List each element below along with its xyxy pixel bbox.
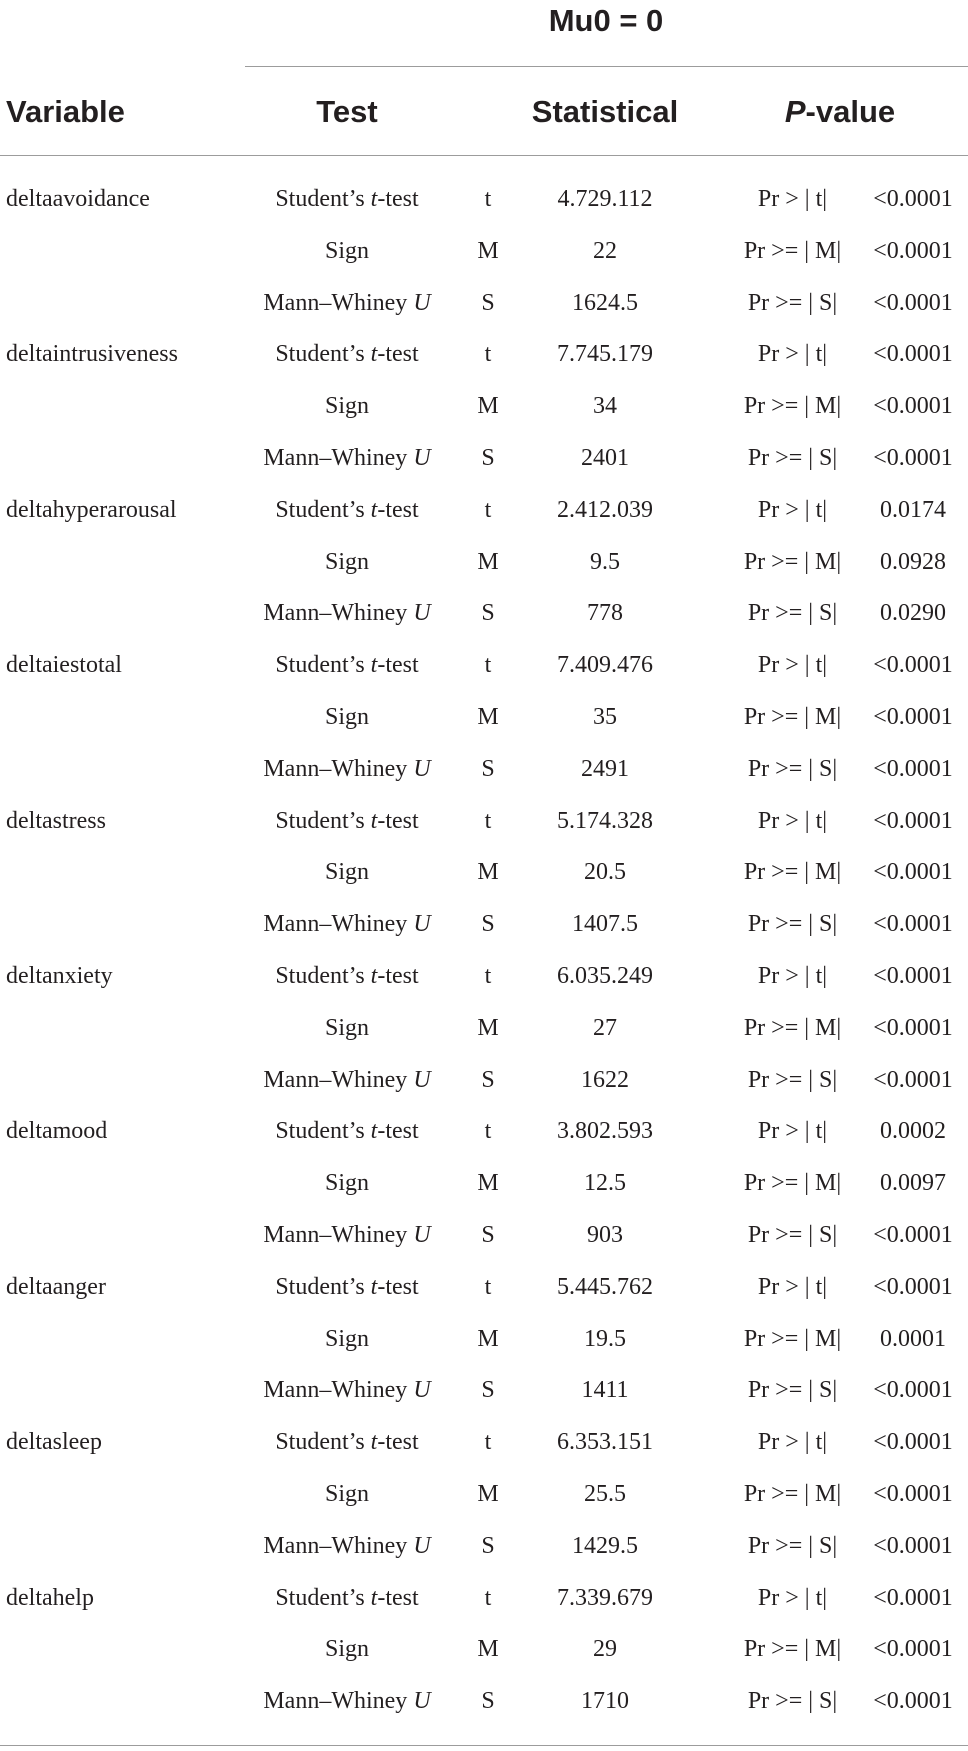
test-name: Mann–Whiney (263, 289, 414, 316)
test-name-italic: t (370, 1273, 378, 1300)
p-condition-cell: Pr >= | M| (743, 237, 842, 264)
test-cell (232, 433, 462, 485)
statistic-value-cell: 1407.5 (572, 911, 638, 938)
test-name: Mann–Whiney (263, 1688, 414, 1715)
test-cell (232, 329, 462, 381)
p-condition-cell: Pr >= | M| (743, 1325, 842, 1352)
test-name-suffix: -test (377, 1584, 419, 1611)
p-condition-cell: Pr >= | M| (743, 1014, 842, 1041)
variable-cell: deltahelp (6, 1584, 94, 1611)
test-cell (232, 692, 462, 744)
symbol-cell: t (484, 341, 492, 368)
table-row (0, 433, 968, 485)
table-row (0, 951, 968, 1003)
statistic-value-cell: 1622 (581, 1066, 629, 1093)
table-row (0, 1003, 968, 1055)
test-name-italic: U (413, 755, 431, 782)
statistic-value-cell: 22 (593, 237, 617, 264)
table-row (0, 1314, 968, 1366)
test-name-suffix: -test (377, 1429, 419, 1456)
symbol-cell: S (481, 1532, 495, 1559)
statistic-value-cell: 3.802.593 (557, 1118, 653, 1145)
header-statistical: Statistical (531, 94, 679, 129)
p-condition-cell: Pr > | t| (757, 1118, 828, 1145)
symbol-cell: S (481, 1688, 495, 1715)
test-name: Sign (324, 1014, 369, 1041)
p-condition-cell: Pr > | t| (757, 341, 828, 368)
spanner-rule (245, 66, 968, 67)
p-value-cell: <0.0001 (873, 807, 953, 834)
statistic-value-cell: 25.5 (584, 1480, 626, 1507)
p-value-cell: 0.0174 (880, 496, 946, 523)
variable-cell: deltaiestotal (6, 652, 122, 679)
test-name-italic: U (413, 1066, 431, 1093)
p-value-cell: <0.0001 (873, 237, 953, 264)
test-name: Student’s (275, 1273, 371, 1300)
statistic-value-cell: 778 (587, 600, 623, 627)
statistic-value-cell: 7.409.476 (557, 652, 653, 679)
table-row (0, 1521, 968, 1573)
p-condition-cell: Pr > | t| (757, 1584, 828, 1611)
p-value-cell: <0.0001 (873, 652, 953, 679)
header-p-value-italic: P (784, 94, 806, 129)
test-cell (232, 1055, 462, 1107)
table-row (0, 847, 968, 899)
test-cell (232, 1676, 462, 1728)
test-cell (232, 174, 462, 226)
p-condition-cell: Pr >= | S| (747, 289, 838, 316)
test-name: Student’s (275, 186, 371, 212)
p-value-cell: <0.0001 (873, 1014, 953, 1041)
table-row (0, 744, 968, 796)
statistic-value-cell: 6.035.249 (557, 962, 653, 989)
test-name-suffix: -test (377, 496, 419, 523)
test-cell (232, 278, 462, 330)
test-name-suffix: -test (377, 1273, 419, 1300)
test-cell (232, 1003, 462, 1055)
table-row (0, 1624, 968, 1676)
p-value-cell: <0.0001 (873, 1377, 953, 1404)
test-cell (232, 1417, 462, 1469)
test-name: Mann–Whiney (263, 444, 414, 471)
test-name: Sign (324, 1325, 369, 1352)
p-value-cell: 0.0290 (880, 600, 946, 627)
test-name: Student’s (275, 807, 371, 834)
test-name-italic: t (370, 496, 378, 523)
header-rule (0, 155, 968, 156)
statistic-value-cell: 4.729.112 (557, 186, 653, 212)
p-value-cell: <0.0001 (873, 1636, 953, 1663)
variable-cell: deltastress (6, 807, 106, 834)
table-row (0, 1262, 968, 1314)
table-row (0, 796, 968, 848)
p-condition-cell: Pr >= | S| (747, 1532, 838, 1559)
test-cell (232, 744, 462, 796)
p-value-cell: <0.0001 (873, 1429, 953, 1456)
test-name: Mann–Whiney (263, 1221, 414, 1248)
p-condition-cell: Pr >= | M| (743, 393, 842, 420)
p-condition-cell: Pr >= | S| (747, 1221, 838, 1248)
test-name-italic: U (413, 1221, 431, 1248)
test-name: Sign (324, 703, 369, 730)
p-condition-cell: Pr > | t| (757, 1273, 828, 1300)
table-row (0, 174, 968, 226)
statistic-value-cell: 20.5 (584, 859, 626, 886)
test-cell (232, 381, 462, 433)
test-name-italic: t (370, 807, 378, 834)
test-name-italic: U (413, 1377, 431, 1404)
table-row (0, 1573, 968, 1625)
test-cell (232, 796, 462, 848)
p-value-cell: <0.0001 (873, 1584, 953, 1611)
test-name: Mann–Whiney (263, 1377, 414, 1404)
variable-cell: deltasleep (6, 1429, 102, 1456)
test-name-italic: U (413, 600, 431, 627)
test-name: Sign (324, 548, 369, 575)
table-row (0, 329, 968, 381)
table-row (0, 226, 968, 278)
p-value-cell: <0.0001 (873, 444, 953, 471)
p-condition-cell: Pr > | t| (757, 652, 828, 679)
table-row (0, 640, 968, 692)
symbol-cell: t (484, 496, 492, 523)
table-body (0, 174, 968, 1728)
table-row (0, 899, 968, 951)
symbol-cell: M (477, 393, 499, 420)
test-cell (232, 1573, 462, 1625)
p-value-cell: <0.0001 (873, 1688, 953, 1715)
p-value-cell: <0.0001 (873, 1273, 953, 1300)
p-condition-cell: Pr >= | M| (743, 859, 842, 886)
symbol-cell: M (477, 237, 499, 264)
statistic-value-cell: 7.339.679 (557, 1584, 653, 1611)
test-name: Mann–Whiney (263, 755, 414, 782)
test-name: Sign (324, 1480, 369, 1507)
symbol-cell: S (481, 444, 495, 471)
test-name-italic: U (413, 444, 431, 471)
statistic-value-cell: 34 (593, 393, 617, 420)
statistic-value-cell: 19.5 (584, 1325, 626, 1352)
symbol-cell: M (477, 548, 499, 575)
p-condition-cell: Pr > | t| (757, 807, 828, 834)
p-condition-cell: Pr >= | M| (743, 1170, 842, 1197)
test-name: Student’s (275, 1584, 371, 1611)
test-name-suffix: -test (377, 962, 419, 989)
test-name: Mann–Whiney (263, 1532, 414, 1559)
test-name-suffix: -test (377, 341, 419, 368)
p-condition-cell: Pr >= | M| (743, 1480, 842, 1507)
p-condition-cell: Pr >= | S| (747, 444, 838, 471)
test-cell (232, 899, 462, 951)
p-value-cell: <0.0001 (873, 186, 953, 212)
table-row (0, 1055, 968, 1107)
symbol-cell: S (481, 911, 495, 938)
test-cell (232, 1365, 462, 1417)
symbol-cell: S (481, 1377, 495, 1404)
test-cell (232, 847, 462, 899)
p-condition-cell: Pr >= | M| (743, 1636, 842, 1663)
test-name-italic: U (413, 289, 431, 316)
p-value-cell: <0.0001 (873, 703, 953, 730)
test-name: Student’s (275, 496, 371, 523)
test-name: Sign (324, 1636, 369, 1663)
p-value-cell: <0.0001 (873, 1221, 953, 1248)
test-name-italic: t (370, 186, 378, 212)
test-cell (232, 1314, 462, 1366)
header-p-value-rest: -value (805, 94, 896, 129)
test-name-italic: t (370, 962, 378, 989)
statistic-value-cell: 2.412.039 (557, 496, 653, 523)
p-condition-cell: Pr >= | S| (747, 755, 838, 782)
table-row (0, 588, 968, 640)
statistic-value-cell: 7.745.179 (557, 341, 653, 368)
symbol-cell: S (481, 1066, 495, 1093)
p-condition-cell: Pr >= | M| (743, 703, 842, 730)
header-test: Test (316, 94, 378, 129)
test-cell (232, 1158, 462, 1210)
symbol-cell: S (481, 289, 495, 316)
test-name-italic: t (370, 1429, 378, 1456)
test-name: Student’s (275, 652, 371, 679)
table-row (0, 1106, 968, 1158)
test-name-italic: U (413, 911, 431, 938)
p-value-cell: 0.0928 (880, 548, 946, 575)
statistic-value-cell: 2401 (581, 444, 629, 471)
test-cell (232, 1106, 462, 1158)
statistic-value-cell: 5.445.762 (557, 1273, 653, 1300)
symbol-cell: M (477, 1170, 499, 1197)
p-value-cell: <0.0001 (873, 1066, 953, 1093)
test-name: Mann–Whiney (263, 600, 414, 627)
p-condition-cell: Pr >= | M| (743, 548, 842, 575)
table-row (0, 692, 968, 744)
symbol-cell: t (484, 807, 492, 834)
test-name: Student’s (275, 962, 371, 989)
p-value-cell: <0.0001 (873, 1480, 953, 1507)
p-value-cell: <0.0001 (873, 393, 953, 420)
statistic-value-cell: 5.174.328 (557, 807, 653, 834)
statistic-value-cell: 1411 (581, 1377, 629, 1404)
test-name: Sign (324, 1170, 369, 1197)
header-p-value (730, 90, 950, 134)
table-row (0, 1210, 968, 1262)
test-cell (232, 485, 462, 537)
p-value-cell: <0.0001 (873, 911, 953, 938)
table-row (0, 278, 968, 330)
table-row (0, 1417, 968, 1469)
symbol-cell: t (484, 1118, 492, 1145)
statistic-value-cell: 1710 (581, 1688, 629, 1715)
symbol-cell: S (481, 755, 495, 782)
test-name-suffix: -test (377, 1118, 419, 1145)
table-row (0, 1676, 968, 1728)
variable-cell: deltahyperarousal (6, 496, 177, 523)
test-cell (232, 1262, 462, 1314)
p-value-cell: <0.0001 (873, 755, 953, 782)
symbol-cell: M (477, 1325, 499, 1352)
test-name-suffix: -test (377, 652, 419, 679)
test-name-italic: t (370, 652, 378, 679)
test-name-italic: t (370, 341, 378, 368)
statistic-value-cell: 1429.5 (572, 1532, 638, 1559)
test-name: Sign (324, 393, 369, 420)
test-name: Sign (324, 859, 369, 886)
statistic-value-cell: 2491 (581, 755, 629, 782)
test-cell (232, 588, 462, 640)
p-value-cell: <0.0001 (873, 859, 953, 886)
test-name-italic: U (413, 1688, 431, 1715)
test-name: Mann–Whiney (263, 1066, 414, 1093)
variable-cell: deltaavoidance (6, 186, 150, 212)
p-value-cell: 0.0002 (880, 1118, 946, 1145)
symbol-cell: t (484, 652, 492, 679)
p-condition-cell: Pr > | t| (757, 962, 828, 989)
test-cell (232, 951, 462, 1003)
test-name-suffix: -test (377, 807, 419, 834)
symbol-cell: M (477, 703, 499, 730)
test-cell (232, 1624, 462, 1676)
symbol-cell: t (484, 962, 492, 989)
symbol-cell: M (477, 859, 499, 886)
p-value-cell: <0.0001 (873, 962, 953, 989)
test-name: Sign (324, 237, 369, 264)
test-name-suffix: -test (377, 186, 419, 212)
test-name-italic: t (370, 1584, 378, 1611)
symbol-cell: M (477, 1014, 499, 1041)
table-row (0, 381, 968, 433)
statistic-value-cell: 1624.5 (572, 289, 638, 316)
table-row (0, 537, 968, 589)
statistic-value-cell: 903 (587, 1221, 623, 1248)
test-name: Student’s (275, 1118, 371, 1145)
test-cell (232, 640, 462, 692)
bottom-rule (0, 1745, 968, 1746)
test-name-italic: U (413, 1532, 431, 1559)
symbol-cell: S (481, 600, 495, 627)
test-cell (232, 1210, 462, 1262)
p-value-cell: 0.0097 (880, 1170, 946, 1197)
variable-cell: deltaintrusiveness (6, 341, 178, 368)
symbol-cell: t (484, 186, 492, 212)
p-condition-cell: Pr >= | S| (747, 600, 838, 627)
table-row (0, 1365, 968, 1417)
symbol-cell: M (477, 1636, 499, 1663)
statistic-value-cell: 6.353.151 (557, 1429, 653, 1456)
symbol-cell: t (484, 1273, 492, 1300)
statistic-value-cell: 12.5 (584, 1170, 626, 1197)
test-name: Student’s (275, 341, 371, 368)
p-condition-cell: Pr > | t| (757, 1429, 828, 1456)
p-condition-cell: Pr > | t| (757, 186, 828, 212)
symbol-cell: t (484, 1429, 492, 1456)
variable-cell: deltanxiety (6, 962, 113, 989)
table-row (0, 1158, 968, 1210)
test-cell (232, 1469, 462, 1521)
test-cell (232, 537, 462, 589)
test-name-italic: t (370, 1118, 378, 1145)
variable-cell: deltamood (6, 1118, 108, 1145)
p-condition-cell: Pr > | t| (757, 496, 828, 523)
table-row (0, 485, 968, 537)
p-condition-cell: Pr >= | S| (747, 1066, 838, 1093)
statistic-value-cell: 27 (593, 1014, 617, 1041)
test-name: Student’s (275, 1429, 371, 1456)
p-value-cell: <0.0001 (873, 341, 953, 368)
p-condition-cell: Pr >= | S| (747, 911, 838, 938)
statistic-value-cell: 29 (593, 1636, 617, 1663)
column-spanner-title: Mu0 = 0 (548, 3, 664, 38)
test-cell (232, 226, 462, 278)
table-row (0, 1469, 968, 1521)
statistic-value-cell: 9.5 (590, 548, 620, 575)
p-condition-cell: Pr >= | S| (747, 1688, 838, 1715)
test-cell (232, 1521, 462, 1573)
p-value-cell: 0.0001 (880, 1325, 946, 1352)
symbol-cell: M (477, 1480, 499, 1507)
symbol-cell: S (481, 1221, 495, 1248)
statistic-value-cell: 35 (593, 703, 617, 730)
symbol-cell: t (484, 1584, 492, 1611)
p-value-cell: <0.0001 (873, 1532, 953, 1559)
test-name: Mann–Whiney (263, 911, 414, 938)
variable-cell: deltaanger (6, 1273, 106, 1300)
p-value-cell: <0.0001 (873, 289, 953, 316)
header-variable: Variable (6, 94, 125, 129)
p-condition-cell: Pr >= | S| (747, 1377, 838, 1404)
